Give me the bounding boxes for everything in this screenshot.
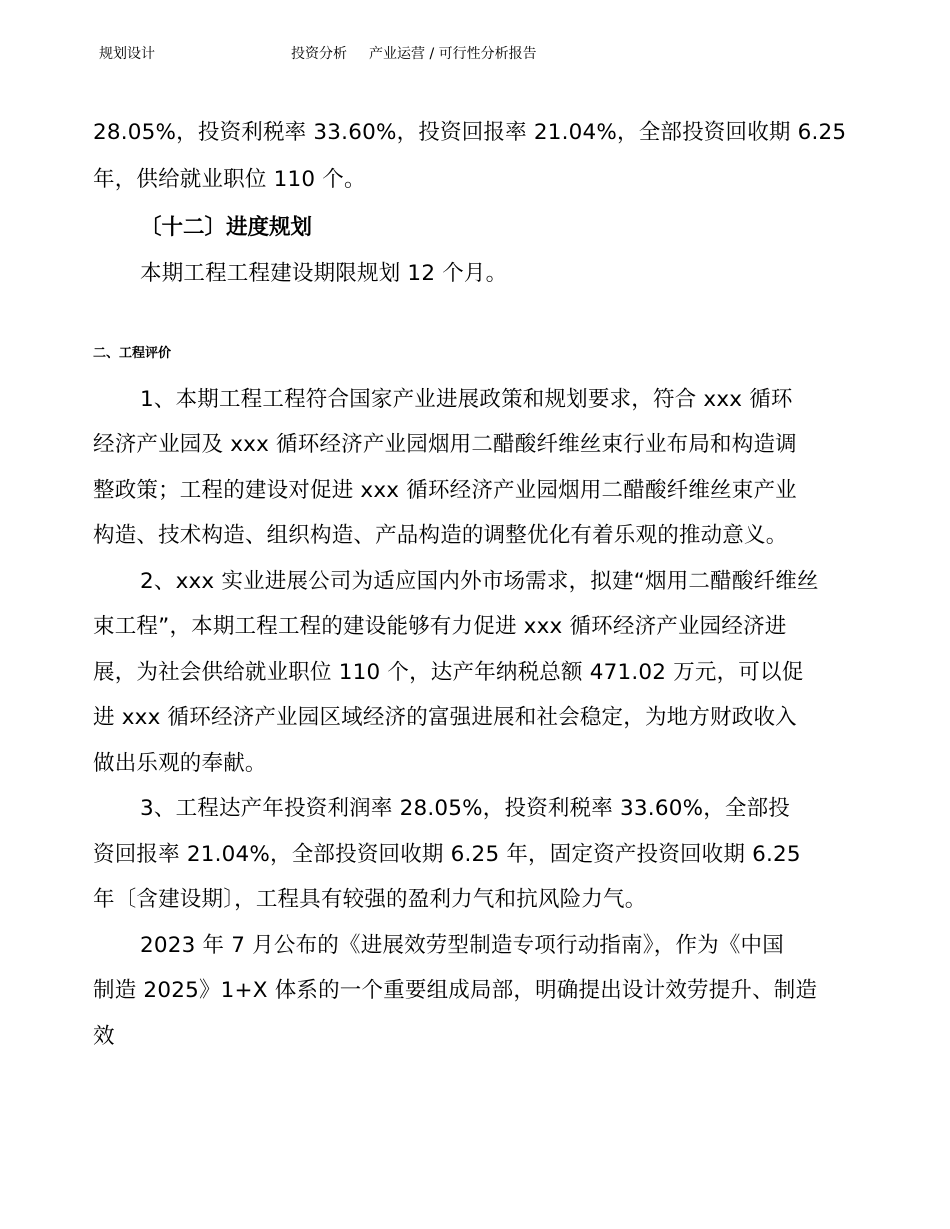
- item2-line-2: 束工程”，本期工程工程的建设能够有力促进 xxx 循环经济产业园经济进: [93, 614, 787, 639]
- item2-line-1: 2、xxx 实业进展公司为适应国内外市场需求，拟建“烟用二醋酸纤维丝: [140, 569, 819, 594]
- paragraph4-line-1: 2023 年 7 月公布的《进展效劳型制造专项行动指南》，作为《中国: [140, 933, 784, 958]
- item1-line-4: 构造、技术构造、组织构造、产品构造的调整优化有着乐观的推动意义。: [93, 523, 788, 548]
- item2-line-4: 进 xxx 循环经济产业园区域经济的富强进展和社会稳定，为地方财政收入: [93, 705, 797, 730]
- schedule-heading: 〔十二〕进度规划: [140, 215, 313, 240]
- item3-line-1: 3、工程达产年投资利润率 28.05%，投资利税率 33.60%，全部投: [140, 796, 791, 821]
- schedule-text: 本期工程工程建设期限规划 12 个月。: [140, 261, 508, 286]
- header-middle-text: 投资分析: [291, 46, 347, 62]
- item3-line-2: 资回报率 21.04%，全部投资回收期 6.25 年，固定资产投资回收期 6.25: [93, 842, 801, 867]
- item1-line-1: 1、本期工程工程符合国家产业进展政策和规划要求，符合 xxx 循环: [140, 387, 793, 412]
- intro-line-2: 年，供给就业职位 110 个。: [93, 167, 366, 192]
- item1-line-2: 经济产业园及 xxx 循环经济产业园烟用二醋酸纤维丝束行业布局和构造调: [93, 432, 797, 457]
- item2-line-3: 展，为社会供给就业职位 110 个，达产年纳税总额 471.02 万元，可以促: [93, 660, 804, 685]
- paragraph4-line-3: 效: [93, 1024, 115, 1049]
- item3-line-3: 年〔含建设期〕，工程具有较强的盈利力气和抗风险力气。: [93, 887, 647, 912]
- item2-line-5: 做出乐观的奉献。: [93, 751, 267, 776]
- header-left-text: 规划设计: [99, 46, 155, 62]
- intro-line-1: 28.05%，投资利税率 33.60%，投资回报率 21.04%，全部投资回收期 6.25: [93, 120, 847, 145]
- header-right-text: 产业运营 / 可行性分析报告: [369, 46, 537, 62]
- evaluation-heading: 二、工程评价: [93, 346, 172, 361]
- page-header: [0, 44, 950, 64]
- paragraph4-line-2: 制造 2025》1+X 体系的一个重要组成局部，明确提出设计效劳提升、制造: [93, 978, 818, 1003]
- item1-line-3: 整政策；工程的建设对促进 xxx 循环经济产业园烟用二醋酸纤维丝束产业: [93, 478, 797, 503]
